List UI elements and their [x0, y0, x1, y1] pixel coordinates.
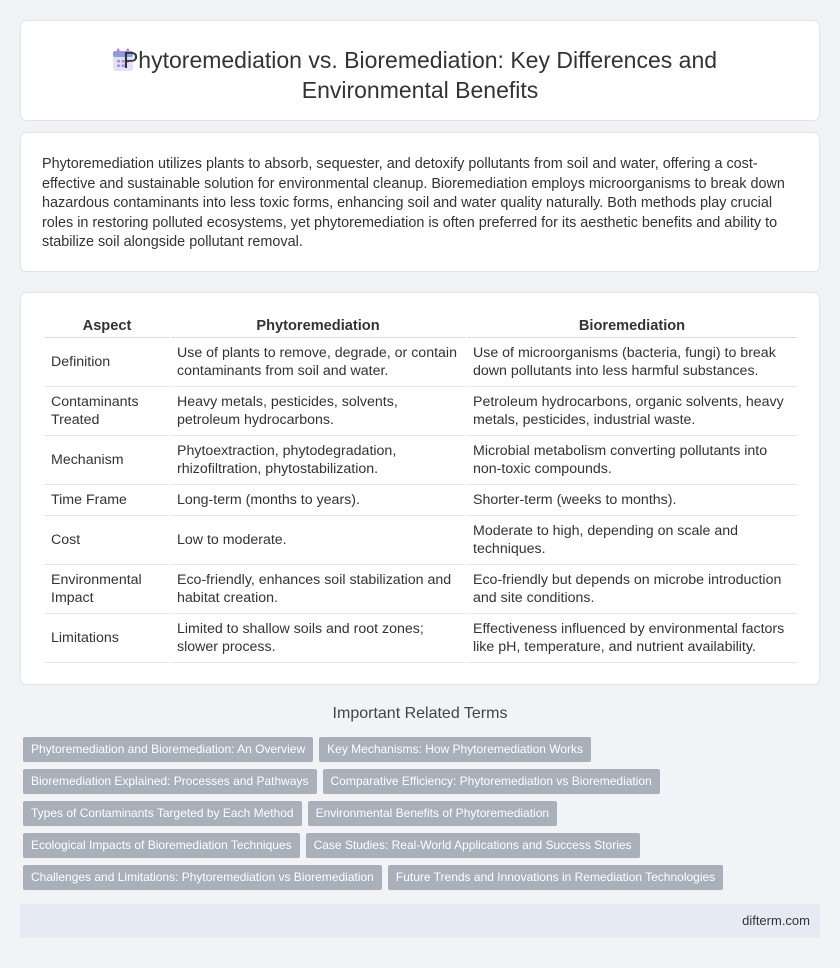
table-row [45, 338, 797, 387]
table-cell-aspect: Contaminants Treated [45, 387, 169, 436]
related-term-link[interactable]: Environmental Benefits of Phytoremediation [308, 801, 557, 826]
table-cell-bio: Petroleum hydrocarbons, organic solvents, heavy metals, pesticides, industrial waste. [467, 387, 797, 436]
table-row [45, 387, 797, 436]
table-cell-bio: Eco-friendly but depends on microbe introduction and site conditions. [467, 565, 797, 614]
table-cell-phyto: Heavy metals, pesticides, solvents, petroleum hydrocarbons. [171, 387, 465, 436]
comparison-table [43, 314, 799, 663]
table-row [45, 614, 797, 663]
related-term-link[interactable]: Case Studies: Real-World Applications and Success Stories [306, 833, 640, 858]
intro-card [20, 132, 820, 272]
table-cell-aspect: Limitations [45, 614, 169, 663]
header-aspect: Aspect [45, 314, 169, 338]
table-cell-bio: Shorter-term (weeks to months). [467, 485, 797, 516]
table-cell-aspect: Cost [45, 516, 169, 565]
related-term-link[interactable]: Types of Contaminants Targeted by Each Method [23, 801, 302, 826]
table-row [45, 436, 797, 485]
table-cell-bio: Moderate to high, depending on scale and techniques. [467, 516, 797, 565]
related-term-link[interactable]: Key Mechanisms: How Phytoremediation Works [319, 737, 591, 762]
table-cell-phyto: Eco-friendly, enhances soil stabilization and habitat creation. [171, 565, 465, 614]
table-cell-aspect: Mechanism [45, 436, 169, 485]
table-cell-bio: Use of microorganisms (bacteria, fungi) to break down pollutants into less harmful substances. [467, 338, 797, 387]
related-term-link[interactable]: Future Trends and Innovations in Remediation Technologies [388, 865, 723, 890]
footer-site-name[interactable]: difterm.com [742, 913, 810, 928]
header-bioremediation: Bioremediation [467, 314, 797, 338]
table-cell-bio: Effectiveness influenced by environmental factors like pH, temperature, and nutrient availability. [467, 614, 797, 663]
table-header-row [45, 314, 797, 338]
related-term-link[interactable]: Ecological Impacts of Bioremediation Techniques [23, 833, 300, 858]
table-cell-bio: Microbial metabolism converting pollutants into non-toxic compounds. [467, 436, 797, 485]
header-card [20, 20, 820, 121]
related-term-link[interactable]: Bioremediation Explained: Processes and Pathways [23, 769, 317, 794]
header-phytoremediation: Phytoremediation [171, 314, 465, 338]
table-cell-phyto: Phytoextraction, phytodegradation, rhizofiltration, phytostabilization. [171, 436, 465, 485]
table-cell-phyto: Low to moderate. [171, 516, 465, 565]
related-terms-list [23, 737, 823, 897]
table-row [45, 516, 797, 565]
table-row [45, 485, 797, 516]
table-cell-phyto: Use of plants to remove, degrade, or contain contaminants from soil and water. [171, 338, 465, 387]
table-cell-aspect: Time Frame [45, 485, 169, 516]
table-cell-aspect: Environmental Impact [45, 565, 169, 614]
table-cell-phyto: Limited to shallow soils and root zones; slower process. [171, 614, 465, 663]
related-term-link[interactable]: Challenges and Limitations: Phytoremediation vs Bioremediation [23, 865, 382, 890]
table-cell-aspect: Definition [45, 338, 169, 387]
related-term-link[interactable]: Comparative Efficiency: Phytoremediation vs Bioremediation [323, 769, 660, 794]
related-terms-heading: Important Related Terms [332, 705, 508, 722]
comparison-table-card [20, 292, 820, 685]
table-row [45, 565, 797, 614]
related-term-link[interactable]: Phytoremediation and Bioremediation: An Overview [23, 737, 313, 762]
intro-paragraph: Phytoremediation utilizes plants to absorb, sequester, and detoxify pollutants from soil and water, offering a cost-effective and sustainable solution for environmental cleanup. Bioremediation employs microorganisms to break down hazardous contaminants into less toxic forms, enhancing soil and water quality naturally. Both methods play crucial roles in restoring polluted ecosystems, yet phytoremediation is often preferred for its aesthetic benefits and ability to stabilize soil alongside pollutant removal. [42, 156, 785, 250]
table-cell-phyto: Long-term (months to years). [171, 485, 465, 516]
page-title: Phytoremediation vs. Bioremediation: Key Differences and Environmental Benefits [122, 47, 718, 103]
footer [20, 904, 820, 938]
